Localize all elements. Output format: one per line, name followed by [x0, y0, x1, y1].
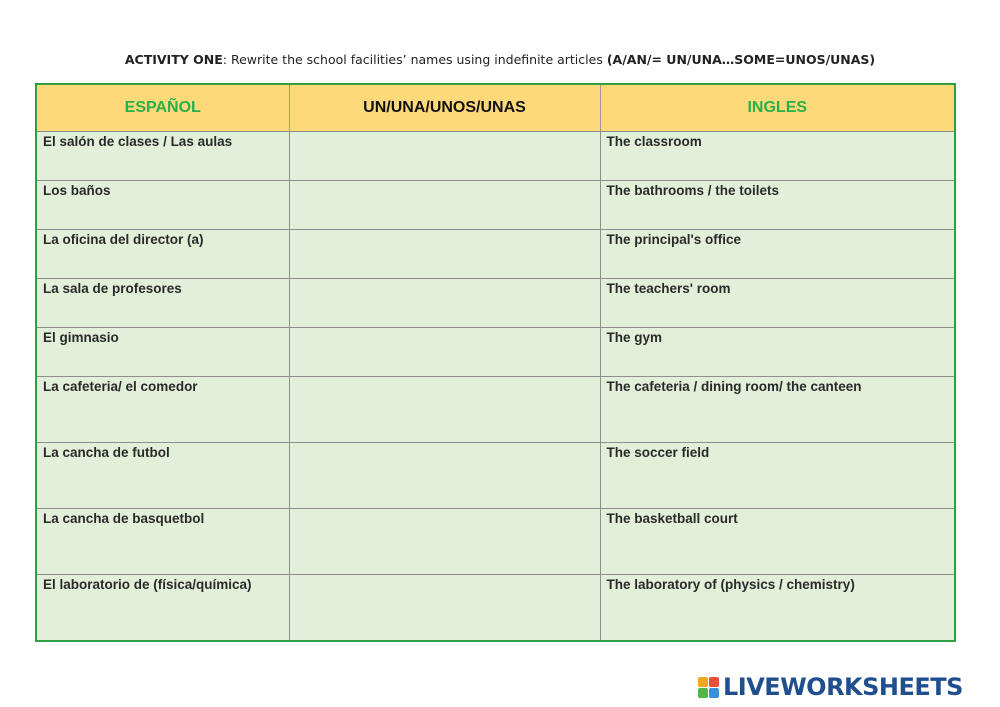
table-row: [36, 132, 955, 181]
spanish-cell: Los baños: [36, 181, 289, 230]
table-row: [36, 443, 955, 509]
activity-label: ACTIVITY ONE: [124, 52, 223, 67]
english-cell: The principal's office: [600, 230, 955, 279]
answer-field[interactable]: [289, 230, 600, 279]
activity-articles: (A/AN/= UN/UNA…SOME=UNOS/UNAS): [606, 52, 876, 67]
facilities-table: [35, 83, 956, 642]
logo-square: [709, 688, 719, 698]
english-cell: The basketball court: [600, 509, 955, 575]
activity-text: : Rewrite the school facilities’ names using indefinite articles: [222, 52, 607, 67]
table-row: [36, 328, 955, 377]
table-row: [36, 230, 955, 279]
table-header-row: [36, 84, 955, 132]
logo-square: [698, 688, 708, 698]
answer-field[interactable]: [289, 443, 600, 509]
english-cell: The cafeteria / dining room/ the canteen: [600, 377, 955, 443]
table-row: [36, 377, 955, 443]
english-cell: The bathrooms / the toilets: [600, 181, 955, 230]
answer-field[interactable]: [289, 181, 600, 230]
answer-field[interactable]: [289, 132, 600, 181]
header-ingles: INGLES: [600, 84, 955, 132]
spanish-cell: El gimnasio: [36, 328, 289, 377]
english-cell: The soccer field: [600, 443, 955, 509]
activity-instruction: [0, 52, 1000, 67]
spanish-cell: La sala de profesores: [36, 279, 289, 328]
liveworksheets-logo: [698, 672, 963, 702]
spanish-cell: La cancha de basquetbol: [36, 509, 289, 575]
logo-square: [698, 677, 708, 687]
spanish-cell: La cancha de futbol: [36, 443, 289, 509]
logo-mark-icon: [698, 677, 719, 698]
spanish-cell: La cafeteria/ el comedor: [36, 377, 289, 443]
answer-field[interactable]: [289, 377, 600, 443]
header-articles: UN/UNA/UNOS/UNAS: [289, 84, 600, 132]
answer-field[interactable]: [289, 575, 600, 642]
answer-field[interactable]: [289, 509, 600, 575]
answer-field[interactable]: [289, 279, 600, 328]
answer-field[interactable]: [289, 328, 600, 377]
spanish-cell: El salón de clases / Las aulas: [36, 132, 289, 181]
logo-square: [709, 677, 719, 687]
spanish-cell: La oficina del director (a): [36, 230, 289, 279]
table-row: [36, 575, 955, 642]
spanish-cell: El laboratorio de (física/química): [36, 575, 289, 642]
header-espanol: ESPAÑOL: [36, 84, 289, 132]
table-row: [36, 279, 955, 328]
logo-text: LIVEWORKSHEETS: [723, 673, 963, 701]
english-cell: The gym: [600, 328, 955, 377]
table-row: [36, 181, 955, 230]
table-row: [36, 509, 955, 575]
english-cell: The laboratory of (physics / chemistry): [600, 575, 955, 642]
english-cell: The classroom: [600, 132, 955, 181]
english-cell: The teachers' room: [600, 279, 955, 328]
